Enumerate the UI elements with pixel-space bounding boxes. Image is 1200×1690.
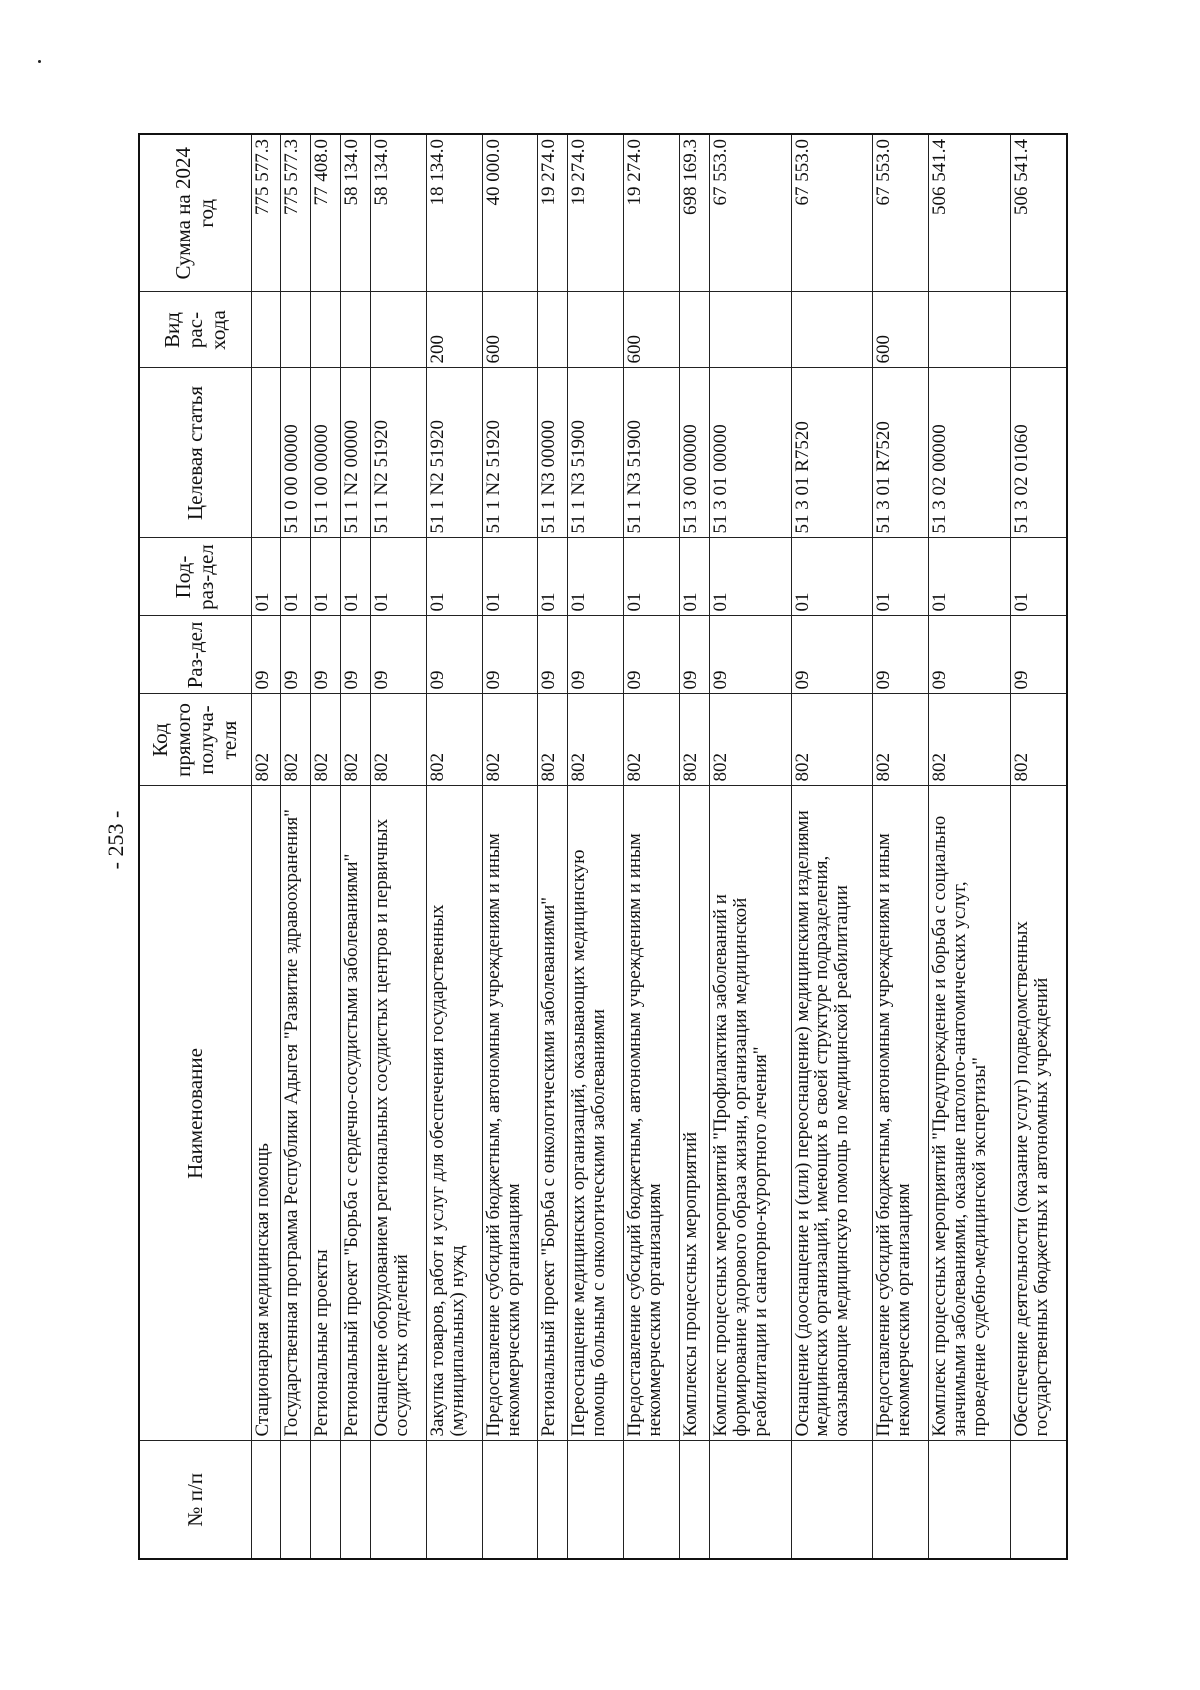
cell-name: Стационарная медицинская помощь xyxy=(251,786,281,1441)
header-name: Наименование xyxy=(139,786,251,1441)
table-row xyxy=(624,134,680,1559)
cell-target: 51 1 N2 51920 xyxy=(426,368,482,538)
page-number xyxy=(96,800,136,880)
cell-recipient: 802 xyxy=(791,694,873,786)
table-row xyxy=(281,134,311,1559)
cell-name: Обеспечение деятельности (оказание услуг) подведомственных государственных бюджетных и автономных учреждений xyxy=(1010,786,1067,1441)
cell-expense-type xyxy=(568,292,624,368)
cell-expense-type: 600 xyxy=(873,292,929,368)
cell-recipient: 802 xyxy=(624,694,680,786)
cell-section: 09 xyxy=(624,616,680,694)
cell-recipient: 802 xyxy=(370,694,426,786)
page-number-text: - 253 - xyxy=(103,810,128,870)
cell-sum: 506 541.4 xyxy=(1010,134,1067,292)
cell-section: 09 xyxy=(679,616,709,694)
cell-target: 51 1 N3 51900 xyxy=(568,368,624,538)
cell-name: Предоставление субсидий бюджетным, автономным учреждениям и иным некоммерческим организациям xyxy=(482,786,538,1441)
table-body xyxy=(251,134,1067,1559)
table-row xyxy=(568,134,624,1559)
cell-num xyxy=(1010,1441,1067,1559)
cell-name: Региональный проект "Борьба с онкологическими заболеваниями" xyxy=(538,786,568,1441)
cell-target xyxy=(251,368,281,538)
cell-expense-type xyxy=(538,292,568,368)
table-row xyxy=(341,134,371,1559)
cell-expense-type xyxy=(281,292,311,368)
table-row xyxy=(873,134,929,1559)
cell-target: 51 1 N3 51900 xyxy=(624,368,680,538)
cell-target: 51 3 00 00000 xyxy=(679,368,709,538)
cell-num xyxy=(311,1441,341,1559)
cell-name: Комплексы процессных мероприятий xyxy=(679,786,709,1441)
cell-sum: 67 553.0 xyxy=(873,134,929,292)
cell-expense-type: 600 xyxy=(624,292,680,368)
cell-section: 09 xyxy=(568,616,624,694)
cell-subsection: 01 xyxy=(624,538,680,616)
header-section: Раз-дел xyxy=(139,616,251,694)
table-row xyxy=(791,134,873,1559)
cell-recipient: 802 xyxy=(281,694,311,786)
cell-subsection: 01 xyxy=(679,538,709,616)
cell-recipient: 802 xyxy=(568,694,624,786)
cell-name: Региональный проект "Борьба с сердечно-сосудистыми заболеваниями" xyxy=(341,786,371,1441)
cell-num xyxy=(370,1441,426,1559)
cell-sum: 58 134.0 xyxy=(341,134,371,292)
cell-num xyxy=(426,1441,482,1559)
cell-section: 09 xyxy=(538,616,568,694)
cell-sum: 506 541.4 xyxy=(929,134,1011,292)
cell-sum: 77 408.0 xyxy=(311,134,341,292)
cell-recipient: 802 xyxy=(426,694,482,786)
cell-recipient: 802 xyxy=(1010,694,1067,786)
cell-recipient: 802 xyxy=(251,694,281,786)
table-row xyxy=(1010,134,1067,1559)
header-row xyxy=(139,134,251,1559)
cell-name: Региональные проекты xyxy=(311,786,341,1441)
cell-expense-type: 600 xyxy=(482,292,538,368)
cell-name: Предоставление субсидий бюджетным, автономным учреждениям и иным некоммерческим организациям xyxy=(624,786,680,1441)
cell-target: 51 1 00 00000 xyxy=(311,368,341,538)
cell-expense-type xyxy=(679,292,709,368)
cell-name: Государственная программа Республики Адыгея "Развитие здравоохранения" xyxy=(281,786,311,1441)
cell-subsection: 01 xyxy=(341,538,371,616)
cell-sum: 698 169.3 xyxy=(679,134,709,292)
table-row xyxy=(251,134,281,1559)
cell-expense-type xyxy=(929,292,1011,368)
cell-expense-type xyxy=(251,292,281,368)
header-recipient: Код прямого получа-теля xyxy=(139,694,251,786)
header-num: № п/п xyxy=(139,1441,251,1559)
cell-subsection: 01 xyxy=(709,538,791,616)
cell-expense-type xyxy=(709,292,791,368)
cell-target: 51 3 02 01060 xyxy=(1010,368,1067,538)
cell-section: 09 xyxy=(482,616,538,694)
cell-name: Комплекс процессных мероприятий "Предупреждение и борьба с социально значимыми заболеваниями, оказание патолого-анатомических услуг, проведение судебно-медицинской экспертизы" xyxy=(929,786,1011,1441)
cell-subsection: 01 xyxy=(873,538,929,616)
cell-sum: 40 000.0 xyxy=(482,134,538,292)
cell-subsection: 01 xyxy=(791,538,873,616)
cell-num xyxy=(929,1441,1011,1559)
cell-sum: 775 577.3 xyxy=(281,134,311,292)
cell-sum: 18 134.0 xyxy=(426,134,482,292)
cell-name: Переоснащение медицинских организаций, оказывающих медицинскую помощь больным с онкологическими заболеваниями xyxy=(568,786,624,1441)
cell-expense-type xyxy=(791,292,873,368)
cell-num xyxy=(624,1441,680,1559)
cell-sum: 775 577.3 xyxy=(251,134,281,292)
table-row xyxy=(679,134,709,1559)
cell-subsection: 01 xyxy=(482,538,538,616)
cell-target: 51 1 N3 00000 xyxy=(538,368,568,538)
table-row xyxy=(709,134,791,1559)
cell-num xyxy=(251,1441,281,1559)
cell-num xyxy=(679,1441,709,1559)
cell-section: 09 xyxy=(341,616,371,694)
cell-num xyxy=(568,1441,624,1559)
cell-target: 51 3 01 R7520 xyxy=(791,368,873,538)
cell-subsection: 01 xyxy=(370,538,426,616)
cell-sum: 67 553.0 xyxy=(709,134,791,292)
header-target: Целевая статья xyxy=(139,368,251,538)
cell-target: 51 1 N2 51920 xyxy=(482,368,538,538)
cell-recipient: 802 xyxy=(482,694,538,786)
cell-num xyxy=(709,1441,791,1559)
cell-section: 09 xyxy=(1010,616,1067,694)
cell-subsection: 01 xyxy=(538,538,568,616)
cell-section: 09 xyxy=(873,616,929,694)
cell-subsection: 01 xyxy=(929,538,1011,616)
cell-expense-type xyxy=(1010,292,1067,368)
table-row xyxy=(482,134,538,1559)
cell-target: 51 3 02 00000 xyxy=(929,368,1011,538)
cell-name: Оснащение оборудованием региональных сосудистых центров и первичных сосудистых отделений xyxy=(370,786,426,1441)
cell-recipient: 802 xyxy=(929,694,1011,786)
cell-subsection: 01 xyxy=(426,538,482,616)
cell-expense-type xyxy=(341,292,371,368)
cell-section: 09 xyxy=(281,616,311,694)
budget-table xyxy=(138,133,1068,1560)
cell-subsection: 01 xyxy=(251,538,281,616)
cell-subsection: 01 xyxy=(281,538,311,616)
rotated-table-wrapper xyxy=(138,135,1068,1560)
cell-sum: 58 134.0 xyxy=(370,134,426,292)
cell-num xyxy=(873,1441,929,1559)
cell-recipient: 802 xyxy=(538,694,568,786)
cell-section: 09 xyxy=(929,616,1011,694)
cell-subsection: 01 xyxy=(1010,538,1067,616)
header-subsection: Под-раз-дел xyxy=(139,538,251,616)
header-sum: Сумма на 2024 год xyxy=(139,134,251,292)
cell-section: 09 xyxy=(709,616,791,694)
cell-recipient: 802 xyxy=(311,694,341,786)
cell-section: 09 xyxy=(791,616,873,694)
cell-target: 51 1 N2 00000 xyxy=(341,368,371,538)
cell-target: 51 3 01 R7520 xyxy=(873,368,929,538)
cell-sum: 19 274.0 xyxy=(624,134,680,292)
cell-name: Комплекс процессных мероприятий "Профилактика заболеваний и формирование здорового образа жизни, организация медицинской реабилитации и санаторно-курортного лечения" xyxy=(709,786,791,1441)
cell-expense-type: 200 xyxy=(426,292,482,368)
cell-target: 51 0 00 00000 xyxy=(281,368,311,538)
cell-sum: 67 553.0 xyxy=(791,134,873,292)
cell-expense-type xyxy=(370,292,426,368)
table-row xyxy=(370,134,426,1559)
cell-section: 09 xyxy=(251,616,281,694)
cell-target: 51 1 N2 51920 xyxy=(370,368,426,538)
cell-recipient: 802 xyxy=(341,694,371,786)
cell-section: 09 xyxy=(370,616,426,694)
table-row xyxy=(929,134,1011,1559)
cell-recipient: 802 xyxy=(679,694,709,786)
header-expense-type: Вид рас-хода xyxy=(139,292,251,368)
cell-sum: 19 274.0 xyxy=(538,134,568,292)
cell-name: Предоставление субсидий бюджетным, автономным учреждениям и иным некоммерческим организациям xyxy=(873,786,929,1441)
table-row xyxy=(538,134,568,1559)
cell-num xyxy=(281,1441,311,1559)
cell-num xyxy=(482,1441,538,1559)
cell-num xyxy=(791,1441,873,1559)
cell-recipient: 802 xyxy=(709,694,791,786)
speck xyxy=(38,60,41,63)
table-row xyxy=(311,134,341,1559)
cell-name: Оснащение (дооснащение и (или) переоснащение) медицинскими изделиями медицинских организаций, имеющих в своей структуре подразделения, оказывающие медицинскую помощь по медицинской реабилитации xyxy=(791,786,873,1441)
cell-sum: 19 274.0 xyxy=(568,134,624,292)
cell-subsection: 01 xyxy=(568,538,624,616)
cell-section: 09 xyxy=(311,616,341,694)
cell-name: Закупка товаров, работ и услуг для обеспечения государственных (муниципальных) нужд xyxy=(426,786,482,1441)
cell-section: 09 xyxy=(426,616,482,694)
cell-target: 51 3 01 00000 xyxy=(709,368,791,538)
table-row xyxy=(426,134,482,1559)
cell-subsection: 01 xyxy=(311,538,341,616)
cell-expense-type xyxy=(311,292,341,368)
cell-num xyxy=(538,1441,568,1559)
cell-num xyxy=(341,1441,371,1559)
cell-recipient: 802 xyxy=(873,694,929,786)
